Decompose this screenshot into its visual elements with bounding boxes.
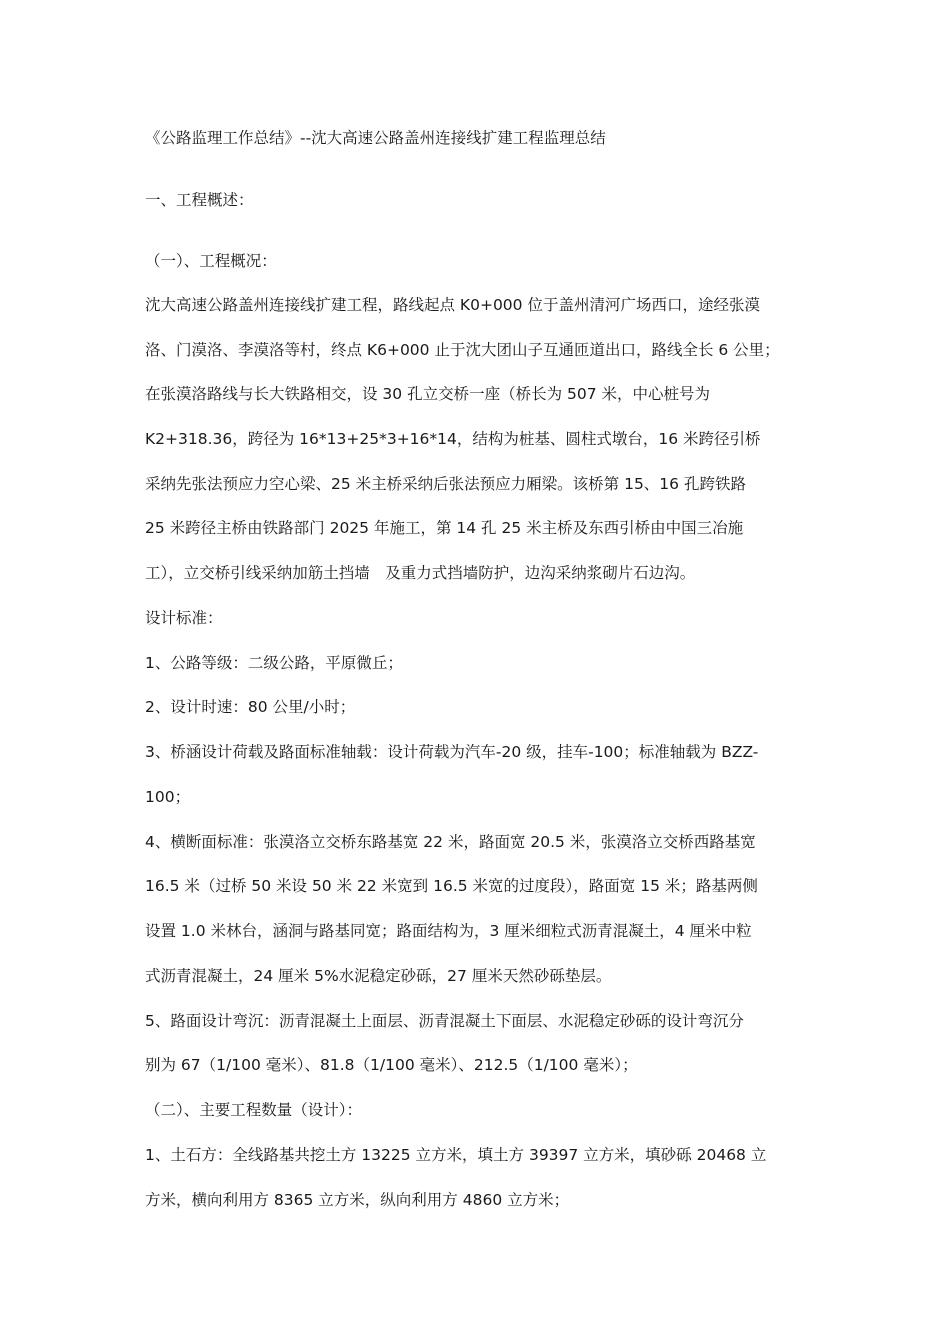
paragraph-line: 在张漠洛路线与长大铁路相交，设 30 孔立交桥一座（桥长为 507 米，中心桩号为 — [145, 385, 711, 403]
subsection-heading-project-overview: （一）、工程概况： — [145, 252, 277, 270]
list-item-road-grade: 1、公路等级：二级公路，平原微丘； — [145, 654, 403, 672]
list-item-deflection-cont: 别为 67（1/100 毫米）、81.8（1/100 毫米）、212.5（1/100 毫米）； — [145, 1056, 638, 1074]
list-item-cross-section-cont: 设置 1.0 米林台，涵洞与路基同宽；路面结构为，3 厘米细粒式沥青混凝土，4 厘米中粒 — [145, 922, 752, 940]
list-item-cross-section-cont: 式沥青混凝土，24 厘米 5%水泥稳定砂砾，27 厘米天然砂砾垫层。 — [145, 967, 612, 985]
section-heading-overview: 一、工程概述： — [145, 191, 254, 209]
list-item-design-speed: 2、设计时速：80 公里/小时； — [145, 698, 356, 716]
design-standard-heading: 设计标准： — [145, 609, 223, 627]
paragraph-line: 采纳先张法预应力空心梁、25 米主桥采纳后张法预应力厢梁。该桥第 15、16 孔跨铁路 — [145, 475, 746, 493]
subsection-heading-quantities: （二）、主要工程数量（设计）： — [145, 1101, 363, 1119]
document-title: 《公路监理工作总结》--沈大高速公路盖州连接线扩建工程监理总结 — [145, 129, 606, 147]
list-item-deflection: 5、路面设计弯沉：沥青混凝土上面层、沥青混凝土下面层、水泥稳定砂砾的设计弯沉分 — [145, 1012, 744, 1030]
paragraph-line: 工），立交桥引线采纳加筋土挡墙 及重力式挡墙防护，边沟采纳浆砌片石边沟。 — [145, 564, 696, 582]
paragraph-line: 25 米跨径主桥由铁路部门 2025 年施工，第 14 孔 25 米主桥及东西引桥由中国三冶施 — [145, 519, 744, 537]
paragraph-line: 洛、门漠洛、李漠洛等村，终点 K6+000 止于沈大团山子互通匝道出口，路线全长 6 公里； — [145, 341, 780, 359]
list-item-cross-section-cont: 16.5 米（过桥 50 米设 50 米 22 米宽到 16.5 米宽的过度段），路面宽 15 米；路基两侧 — [145, 877, 758, 895]
paragraph-line: K2+318.36，跨径为 16*13+25*3+16*14，结构为桩基、圆柱式墩台，16 米跨径引桥 — [145, 430, 761, 448]
list-item-design-load-cont: 100； — [145, 788, 191, 806]
list-item-cross-section: 4、横断面标准：张漠洛立交桥东路基宽 22 米，路面宽 20.5 米，张漠洛立交桥西路基宽 — [145, 833, 756, 851]
list-item-design-load: 3、桥涵设计荷载及路面标准轴载：设计荷载为汽车-20 级，挂车-100；标准轴载为 BZZ- — [145, 743, 759, 761]
list-item-earthwork: 1、土石方：全线路基共挖土方 13225 立方米，填土方 39397 立方米，填砂砾 20468 立 — [145, 1146, 767, 1164]
paragraph-line: 沈大高速公路盖州连接线扩建工程，路线起点 K0+000 位于盖州清河广场西口，途经张漠 — [145, 296, 760, 314]
list-item-earthwork-cont: 方米，横向利用方 8365 立方米，纵向利用方 4860 立方米； — [145, 1191, 570, 1209]
